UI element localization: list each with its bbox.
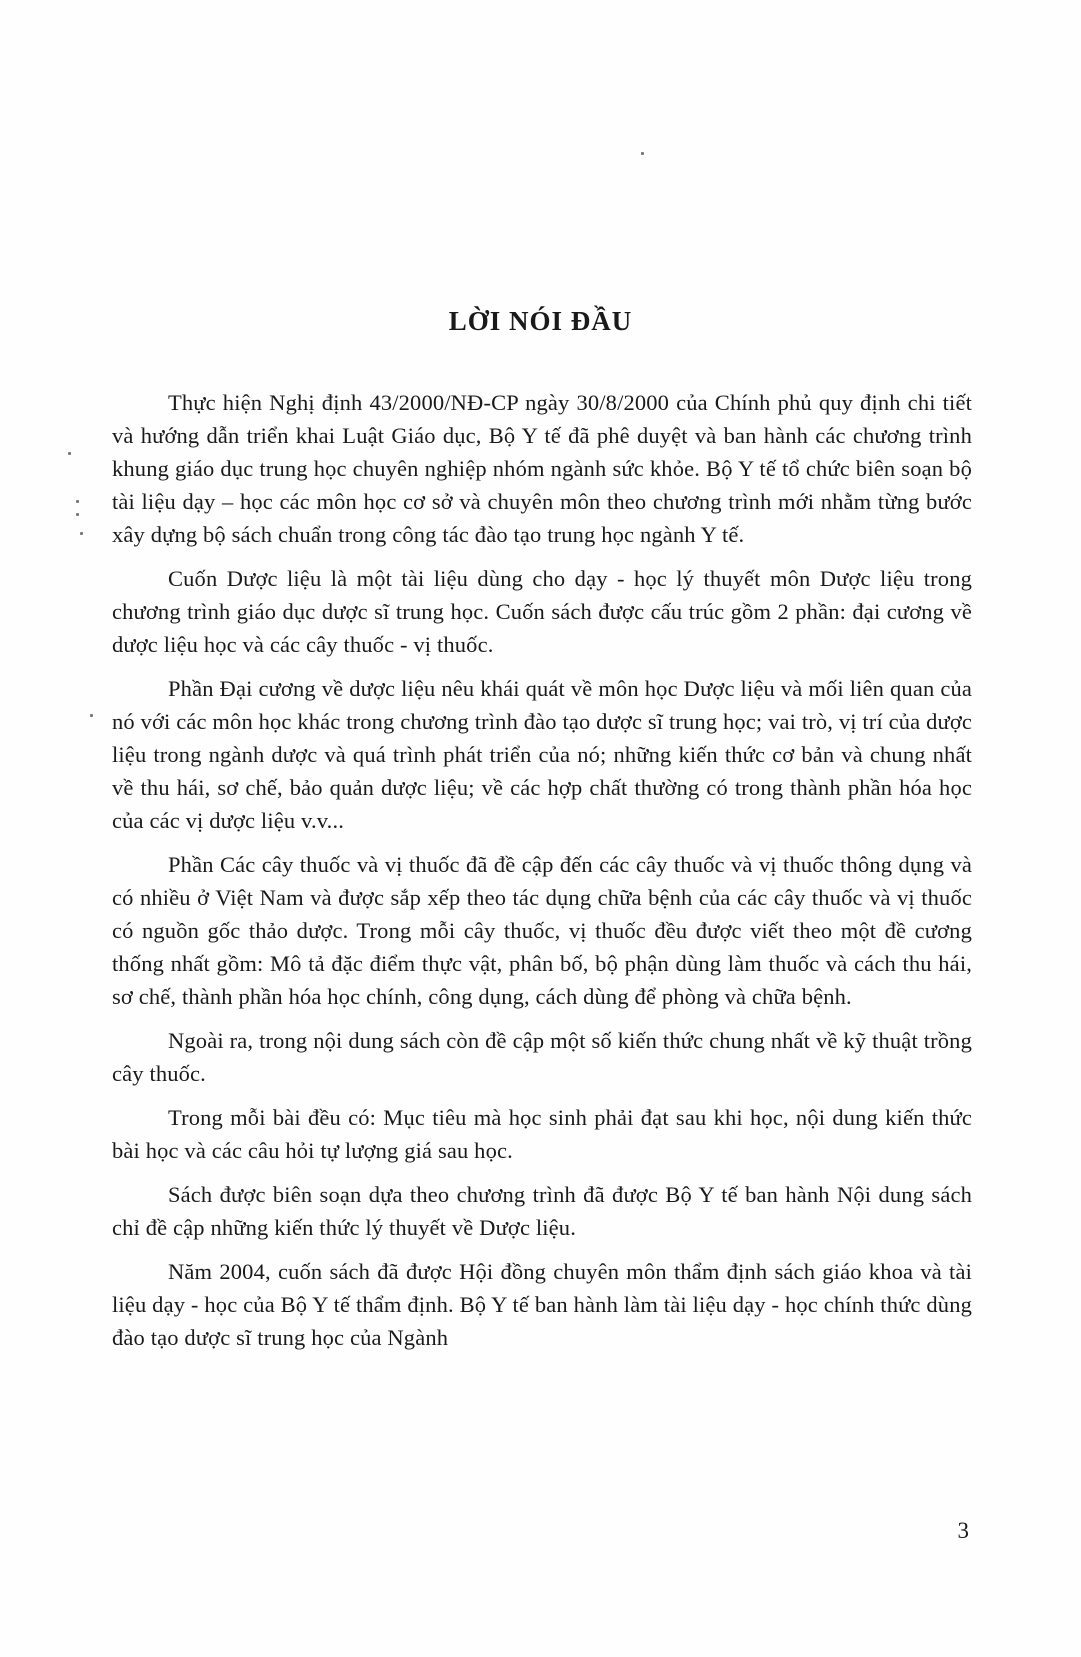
- paragraph: Trong mỗi bài đều có: Mục tiêu mà học sinh phải đạt sau khi học, nội dung kiến thức bài học và các câu hỏi tự lượng giá sau học.: [112, 1105, 972, 1163]
- scan-speck: [80, 532, 83, 535]
- paragraph: Cuốn Dược liệu là một tài liệu dùng cho dạy - học lý thuyết môn Dược liệu trong chương trình giáo dục dược sĩ trung học. Cuốn sách được cấu trúc gồm 2 phần: đại cương về dược liệu học và các cây thuốc - vị thuốc.: [112, 566, 972, 657]
- scan-speck: [68, 452, 71, 455]
- paragraph: Năm 2004, cuốn sách đã được Hội đồng chuyên môn thẩm định sách giáo khoa và tài liệu dạy - học của Bộ Y tế thẩm định. Bộ Y tế ban hành làm tài liệu dạy - học chính thức dùng đào tạo dược sĩ trung học của Ngành: [112, 1259, 972, 1350]
- body-text: [112, 386, 972, 1365]
- paragraph: Phần Đại cương về dược liệu nêu khái quát về môn học Dược liệu và mối liên quan của nó với các môn học khác trong chương trình đào tạo dược sĩ trung học; vai trò, vị trí của dược liệu trong ngành dược và quá trình phát triển của nó; những kiến thức cơ bản và chung nhất về thu hái, sơ chế, bảo quản dược liệu; về các hợp chất thường có trong thành phần hóa học của các vị dược liệu v.v...: [112, 676, 972, 833]
- scan-speck: [90, 714, 93, 717]
- paragraph: Ngoài ra, trong nội dung sách còn đề cập một số kiến thức chung nhất về kỹ thuật trồng cây thuốc.: [112, 1028, 972, 1086]
- page-title: LỜI NÓI ĐẦU: [448, 306, 633, 337]
- paragraph: Sách được biên soạn dựa theo chương trình đã được Bộ Y tế ban hành Nội dung sách chỉ đề cập những kiến thức lý thuyết về Dược liệu.: [112, 1182, 972, 1240]
- page-number: 3: [957, 1518, 969, 1543]
- paragraph: Phần Các cây thuốc và vị thuốc đã đề cập đến các cây thuốc và vị thuốc thông dụng và có nhiều ở Việt Nam và được sắp xếp theo tác dụng chữa bệnh của các cây thuốc và vị thuốc có nguồn gốc thảo dược. Trong mỗi cây thuốc, vị thuốc đều được viết theo một đề cương thống nhất gồm: Mô tả đặc điểm thực vật, phân bố, bộ phận dùng làm thuốc và cách thu hái, sơ chế, thành phần hóa học chính, công dụng, cách dùng để phòng và chữa bệnh.: [112, 852, 972, 1009]
- paragraph: Thực hiện Nghị định 43/2000/NĐ-CP ngày 30/8/2000 của Chính phủ quy định chi tiết và hướng dẫn triển khai Luật Giáo dục, Bộ Y tế đã phê duyệt và ban hành các chương trình khung giáo dục trung học chuyên nghiệp nhóm ngành sức khỏe. Bộ Y tế tổ chức biên soạn bộ tài liệu dạy – học các môn học cơ sở và chuyên môn theo chương trình mới nhằm từng bước xây dựng bộ sách chuẩn trong công tác đào tạo trung học ngành Y tế.: [112, 390, 972, 547]
- scan-speck: [76, 513, 79, 516]
- scan-speck: [76, 500, 79, 503]
- scan-speck: [641, 152, 644, 155]
